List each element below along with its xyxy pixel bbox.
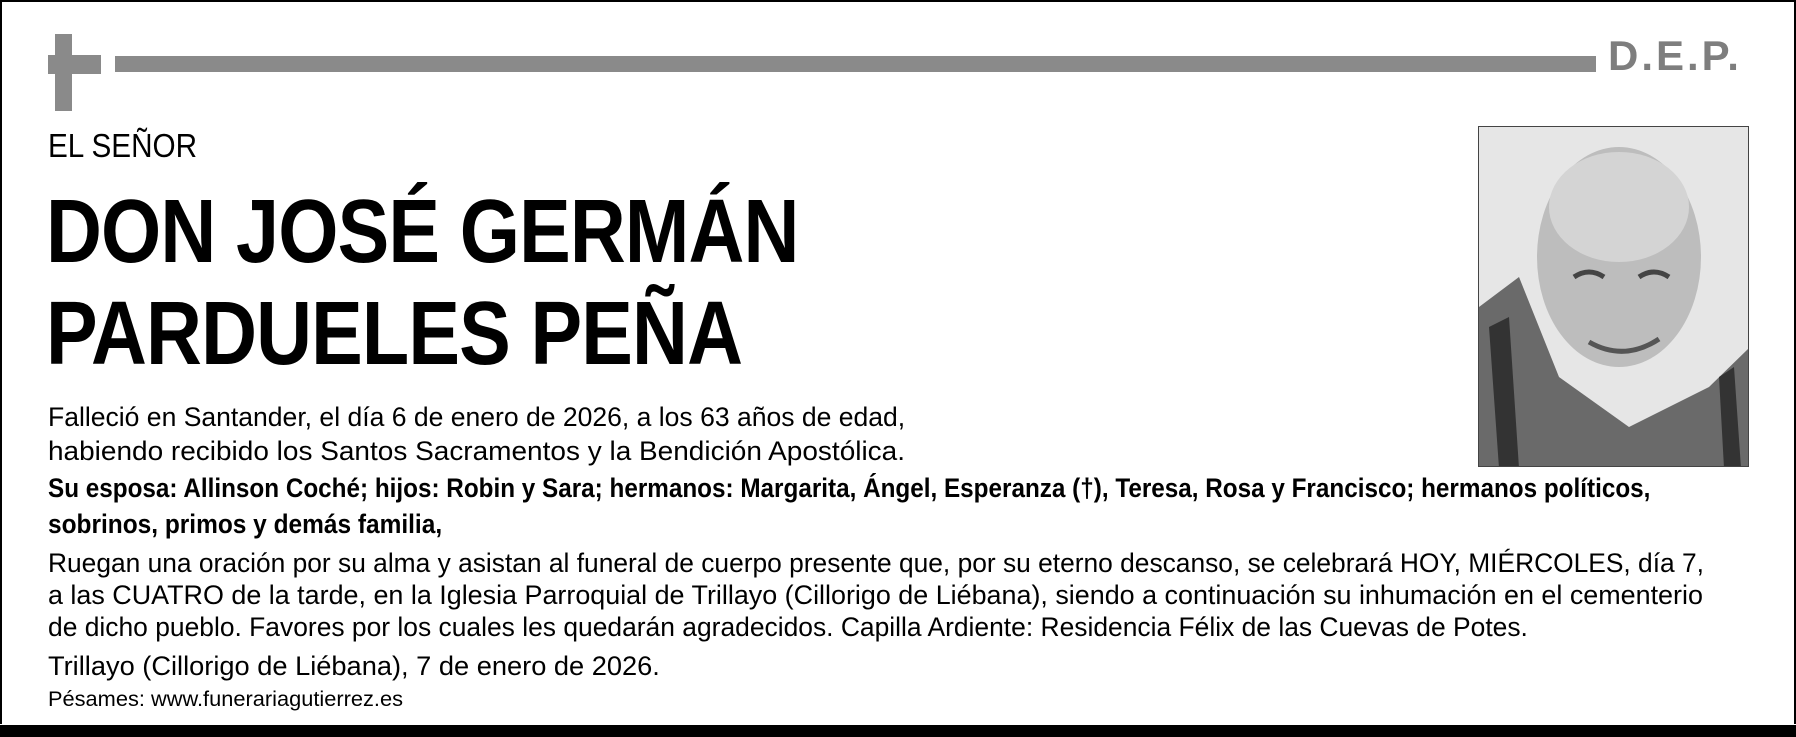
- family-line: sobrinos, primos y demás familia,: [48, 509, 443, 539]
- funeral-line: a las CUATRO de la tarde, en la Iglesia Parroquial de Trillayo (Cillorigo de Liébana), siendo a continuación su inhumación en el cementerio: [48, 580, 1703, 610]
- dep-label: D.E.P.: [1608, 32, 1742, 79]
- title-prefix: EL SEÑOR: [48, 127, 198, 164]
- deceased-name-line1: DON JOSÉ GERMÁN: [46, 182, 799, 282]
- body-line: habiendo recibido los Santos Sacramentos y la Bendición Apostólica.: [48, 436, 906, 466]
- condolences-link[interactable]: Pésames: www.funerariagutierrez.es: [48, 688, 403, 711]
- header-rule: [115, 56, 1596, 72]
- family-line: Su esposa: Allinson Coché; hijos: Robin y Sara; hermanos: Margarita, Ángel, Esperanza (†), Teresa, Rosa y Francisco; hermanos políticos,: [48, 473, 1651, 503]
- bottom-bar: [0, 725, 1796, 737]
- funeral-line: Ruegan una oración por su alma y asistan al funeral de cuerpo presente que, por su eterno descanso, se celebrará HOY, MIÉRCOLES, día 7,: [48, 548, 1704, 578]
- deceased-name-line2: PARDUELES PEÑA: [46, 284, 743, 384]
- funeral-line: de dicho pueblo. Favores por los cuales les quedarán agradecidos. Capilla Ardiente: Residencia Félix de las Cuevas de Potes.: [48, 612, 1528, 642]
- deceased-photo: [1478, 126, 1749, 467]
- place-date: Trillayo (Cillorigo de Liébana), 7 de enero de 2026.: [48, 651, 660, 681]
- body-line: Falleció en Santander, el día 6 de enero de 2026, a los 63 años de edad,: [48, 402, 906, 432]
